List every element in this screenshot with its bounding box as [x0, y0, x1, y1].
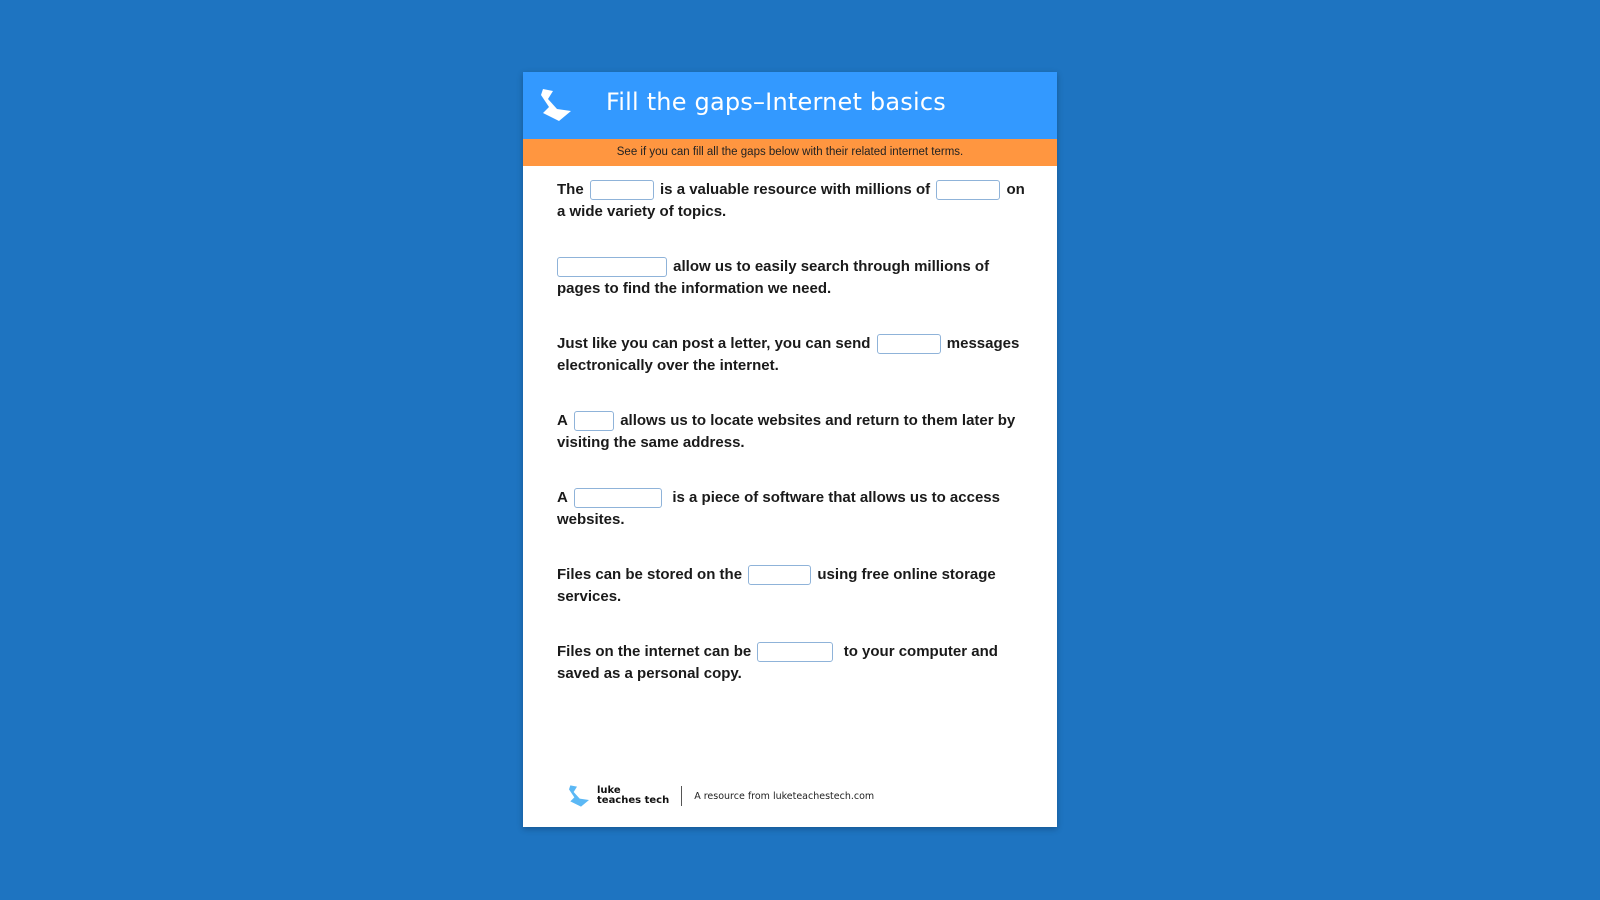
divider — [681, 786, 682, 806]
text: Files can be stored on the — [557, 566, 743, 583]
question-4 — [557, 410, 1027, 454]
question-1 — [557, 179, 1027, 223]
question-7 — [557, 641, 1027, 685]
text: using free online storage services. — [557, 566, 996, 605]
resource-credit: A resource from luketeachestech.com — [694, 790, 875, 802]
text: allows us to locate websites and return to them later by visiting the same address. — [557, 412, 1016, 451]
worksheet — [523, 72, 1057, 827]
question-2 — [557, 256, 1027, 300]
gap-input[interactable] — [574, 411, 614, 431]
page-title: Fill the gaps–Internet basics — [606, 88, 946, 116]
brand-name — [597, 786, 669, 806]
text: to your computer and saved as a personal copy. — [557, 643, 998, 682]
logo-icon — [539, 87, 573, 123]
text: is a valuable resource with millions of — [660, 181, 931, 198]
text: messages electronically over the internet. — [557, 335, 1020, 374]
footer — [567, 784, 874, 808]
question-6 — [557, 564, 1027, 608]
text: A — [557, 412, 568, 429]
logo-icon — [567, 784, 591, 808]
text: allow us to easily search through millions of pages to find the information we need. — [557, 258, 990, 297]
brand-line: luke — [597, 785, 621, 796]
text: Just like you can post a letter, you can send — [557, 335, 871, 352]
text: Files on the internet can be — [557, 643, 752, 660]
text: on a wide variety of topics. — [557, 181, 1025, 220]
gap-input[interactable] — [757, 642, 833, 662]
gap-input[interactable] — [936, 180, 1000, 200]
gap-input[interactable] — [877, 334, 941, 354]
gap-input[interactable] — [748, 565, 811, 585]
instructions-banner: See if you can fill all the gaps below with their related internet terms. — [523, 139, 1057, 166]
brand-line: teaches tech — [597, 795, 670, 806]
gap-input[interactable] — [557, 257, 667, 277]
text: is a piece of software that allows us to access websites. — [557, 489, 1000, 528]
gap-input[interactable] — [590, 180, 654, 200]
header — [523, 72, 1057, 139]
question-3 — [557, 333, 1027, 377]
question-5 — [557, 487, 1027, 531]
gap-input[interactable] — [574, 488, 662, 508]
text: A — [557, 489, 568, 506]
text: The — [557, 181, 584, 198]
